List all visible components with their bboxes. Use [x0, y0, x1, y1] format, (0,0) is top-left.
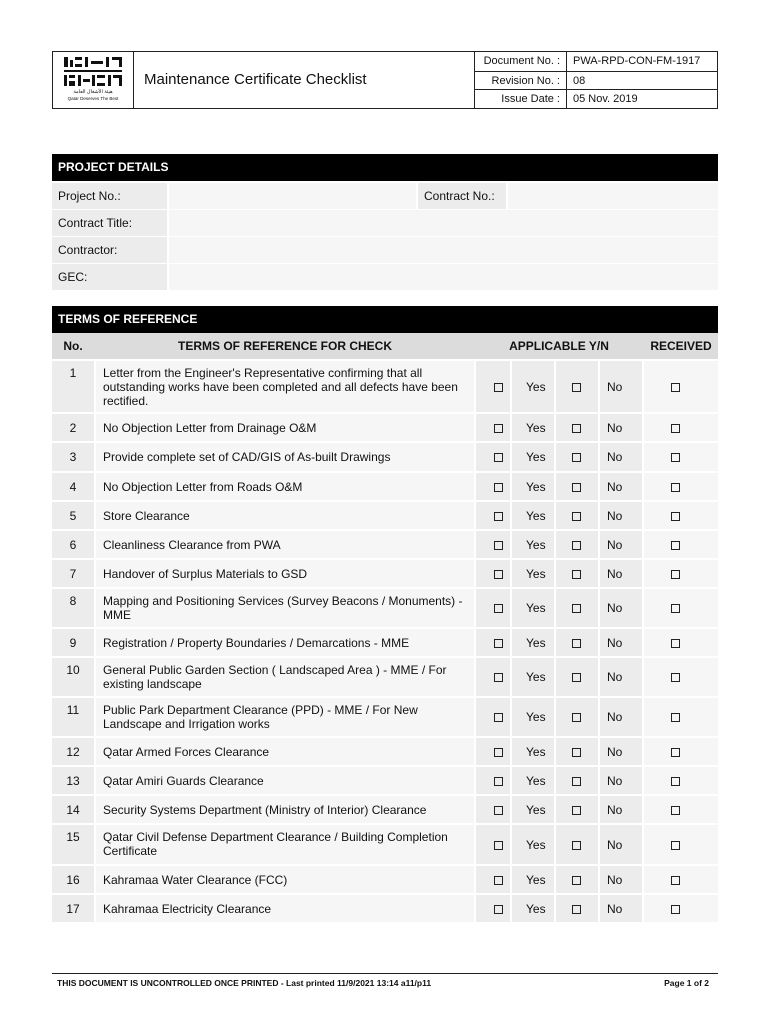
received-checkbox[interactable]: [671, 512, 680, 521]
row-description: Cleanliness Clearance from PWA: [103, 538, 281, 552]
received-checkbox[interactable]: [671, 876, 680, 885]
contractor-row: [52, 237, 718, 263]
contract-title-label: Contract Title:: [52, 210, 167, 236]
contractor-label: Contractor:: [52, 237, 167, 263]
row-number: 16: [66, 873, 80, 887]
no-label: No: [607, 421, 623, 435]
document-header: [52, 51, 718, 109]
contract-title-field[interactable]: [169, 210, 718, 236]
received-checkbox[interactable]: [671, 541, 680, 550]
cell-bg: [644, 825, 718, 864]
table-row: [52, 473, 718, 500]
gec-row: [52, 264, 718, 290]
applicable-no-checkbox[interactable]: [572, 383, 581, 392]
row-number: 2: [69, 421, 77, 435]
applicable-no-checkbox[interactable]: [572, 841, 581, 850]
terms-heading: TERMS OF REFERENCE: [52, 306, 718, 333]
no-label: No: [607, 873, 623, 887]
row-number: 14: [66, 803, 80, 817]
received-checkbox[interactable]: [671, 905, 680, 914]
cell-bg: [644, 658, 718, 696]
logo-tagline: Qatar Deserves The Best: [67, 96, 119, 101]
no-label: No: [607, 480, 623, 494]
row-number: 11: [66, 703, 80, 717]
meta-value: 05 Nov. 2019: [566, 90, 717, 109]
applicable-yes-checkbox[interactable]: [494, 806, 503, 815]
table-row: [52, 414, 718, 441]
footer-divider: [52, 973, 718, 974]
applicable-yes-checkbox[interactable]: [494, 673, 503, 682]
row-number: 9: [69, 636, 77, 650]
row-description: Qatar Armed Forces Clearance: [103, 745, 270, 759]
table-row: [52, 738, 718, 765]
cell-bg: [644, 414, 718, 441]
row-description: Kahramaa Electricity Clearance: [103, 902, 272, 916]
applicable-yes-checkbox[interactable]: [494, 841, 503, 850]
cell-bg: [644, 589, 718, 627]
cell-bg: [476, 796, 510, 823]
cell-bg: [644, 473, 718, 500]
cell-bg: [644, 502, 718, 529]
meta-label: Revision No. :: [474, 72, 566, 91]
meta-row-revision-no: [474, 71, 717, 91]
row-description: General Public Garden Section ( Landscaped Area ) - MME / For existing landscape: [103, 663, 447, 691]
yes-label: Yes: [526, 421, 546, 435]
received-checkbox[interactable]: [671, 806, 680, 815]
cell-bg: [476, 361, 510, 412]
table-row: [52, 825, 718, 864]
row-description: Provide complete set of CAD/GIS of As-built Drawings: [103, 450, 391, 464]
cell-bg: [644, 866, 718, 893]
logo-arabic-text: هيئة الأشغال العامة: [73, 89, 113, 95]
table-row: [52, 796, 718, 823]
cell-bg: [644, 767, 718, 794]
row-number: 1: [69, 366, 77, 380]
logo-cell: [53, 52, 134, 108]
row-description: Mapping and Positioning Services (Survey Beacons / Monuments) - MME: [103, 594, 463, 622]
yes-label: Yes: [526, 670, 546, 684]
applicable-yes-checkbox[interactable]: [494, 748, 503, 757]
cell-bg: [644, 895, 718, 922]
cell-bg: [476, 531, 510, 558]
meta-label: Issue Date :: [474, 90, 566, 109]
yes-label: Yes: [526, 745, 546, 759]
applicable-no-checkbox[interactable]: [572, 639, 581, 648]
table-row: [52, 560, 718, 587]
contract-title-row: [52, 210, 718, 236]
row-number: 12: [66, 745, 80, 759]
column-header-check: TERMS OF REFERENCE FOR CHECK: [177, 339, 392, 353]
cell-bg: [476, 825, 510, 864]
applicable-yes-checkbox[interactable]: [494, 713, 503, 722]
row-number: 6: [69, 538, 77, 552]
table-row: [52, 361, 718, 412]
table-row: [52, 531, 718, 558]
row-description: No Objection Letter from Drainage O&M: [103, 421, 317, 435]
table-row: [52, 698, 718, 736]
applicable-no-checkbox[interactable]: [572, 777, 581, 786]
ashghal-logo-mark: [61, 55, 125, 89]
cell-bg: [476, 866, 510, 893]
received-checkbox[interactable]: [671, 673, 680, 682]
table-row: [52, 767, 718, 794]
table-row: [52, 443, 718, 471]
cell-bg: [644, 560, 718, 587]
received-checkbox[interactable]: [671, 383, 680, 392]
cell-bg: [476, 658, 510, 696]
row-description: Security Systems Department (Ministry of Interior) Clearance: [103, 803, 427, 817]
row-description: No Objection Letter from Roads O&M: [103, 480, 303, 494]
yes-label: Yes: [526, 601, 546, 615]
applicable-yes-checkbox[interactable]: [494, 777, 503, 786]
applicable-yes-checkbox[interactable]: [494, 512, 503, 521]
meta-value: 08: [566, 72, 717, 91]
row-number: 10: [66, 663, 80, 677]
applicable-no-checkbox[interactable]: [572, 673, 581, 682]
row-number: 5: [69, 509, 77, 523]
cell-bg: [644, 629, 718, 656]
cell-bg: [476, 560, 510, 587]
cell-bg: [476, 589, 510, 627]
cell-bg: [644, 698, 718, 736]
cell-bg: [476, 443, 510, 471]
yes-label: Yes: [526, 509, 546, 523]
no-label: No: [607, 538, 623, 552]
no-label: No: [607, 838, 623, 852]
column-header-applicable: APPLICABLE Y/N: [509, 339, 609, 353]
applicable-yes-checkbox[interactable]: [494, 483, 503, 492]
yes-label: Yes: [526, 838, 546, 852]
yes-label: Yes: [526, 538, 546, 552]
row-number: 8: [69, 594, 77, 608]
row-number: 3: [69, 450, 77, 464]
table-row: [52, 502, 718, 529]
yes-label: Yes: [526, 450, 546, 464]
no-label: No: [607, 509, 623, 523]
received-checkbox[interactable]: [671, 453, 680, 462]
no-label: No: [607, 902, 623, 916]
cell-bg: [644, 738, 718, 765]
applicable-yes-checkbox[interactable]: [494, 905, 503, 914]
meta-row-document-no: [474, 52, 717, 71]
no-label: No: [607, 380, 623, 394]
terms-table-header: [52, 333, 718, 359]
meta-row-issue-date: [474, 89, 717, 109]
applicable-yes-checkbox[interactable]: [494, 383, 503, 392]
contract-no-field[interactable]: [508, 183, 718, 209]
applicable-no-checkbox[interactable]: [572, 905, 581, 914]
received-checkbox[interactable]: [671, 713, 680, 722]
row-description: Kahramaa Water Clearance (FCC): [103, 873, 288, 887]
row-number: 13: [66, 774, 80, 788]
applicable-yes-checkbox[interactable]: [494, 639, 503, 648]
table-row: [52, 895, 718, 922]
no-label: No: [607, 745, 623, 759]
column-header-received: RECEIVED: [650, 339, 712, 353]
project-no-label: Project No.:: [52, 183, 167, 209]
applicable-yes-checkbox[interactable]: [494, 604, 503, 613]
received-checkbox[interactable]: [671, 483, 680, 492]
row-number: 7: [69, 567, 77, 581]
ashghal-logo: [61, 55, 125, 105]
gec-label: GEC:: [52, 264, 167, 290]
no-label: No: [607, 450, 623, 464]
cell-bg: [644, 531, 718, 558]
no-label: No: [607, 710, 623, 724]
yes-label: Yes: [526, 803, 546, 817]
applicable-no-checkbox[interactable]: [572, 806, 581, 815]
applicable-no-checkbox[interactable]: [572, 424, 581, 433]
applicable-no-checkbox[interactable]: [572, 876, 581, 885]
cell-bg: [476, 629, 510, 656]
row-number: 4: [69, 480, 77, 494]
table-row: [52, 866, 718, 893]
row-description: Store Clearance: [103, 509, 190, 523]
row-description: Registration / Property Boundaries / Demarcations - MME: [103, 636, 410, 650]
received-checkbox[interactable]: [671, 604, 680, 613]
yes-label: Yes: [526, 567, 546, 581]
cell-bg: [476, 767, 510, 794]
cell-bg: [476, 414, 510, 441]
row-number: 17: [66, 902, 80, 916]
applicable-no-checkbox[interactable]: [572, 483, 581, 492]
cell-bg: [476, 738, 510, 765]
project-details-heading: PROJECT DETAILS: [52, 154, 718, 181]
cell-bg: [644, 361, 718, 412]
received-checkbox[interactable]: [671, 841, 680, 850]
row-description: Public Park Department Clearance (PPD) - MME / For New Landscape and Irrigation works: [103, 703, 418, 731]
row-description: Letter from the Engineer's Representative confirming that all outstanding works have been completed and all defects have been rectified.: [103, 366, 458, 408]
applicable-no-checkbox[interactable]: [572, 604, 581, 613]
applicable-no-checkbox[interactable]: [572, 512, 581, 521]
applicable-no-checkbox[interactable]: [572, 541, 581, 550]
gec-field[interactable]: [169, 264, 718, 290]
applicable-yes-checkbox[interactable]: [494, 876, 503, 885]
yes-label: Yes: [526, 774, 546, 788]
project-no-field[interactable]: [169, 183, 416, 209]
footer-notice: THIS DOCUMENT IS UNCONTROLLED ONCE PRINTED - Last printed 11/9/2021 13:14 a11/p11: [57, 978, 432, 988]
document-meta-table: [474, 52, 717, 108]
applicable-no-checkbox[interactable]: [572, 453, 581, 462]
table-row: [52, 589, 718, 627]
project-no-row: [52, 183, 718, 209]
row-number: 15: [66, 830, 80, 844]
cell-bg: [476, 895, 510, 922]
contractor-field[interactable]: [169, 237, 718, 263]
row-description: Qatar Civil Defense Department Clearance / Building Completion Certificate: [103, 830, 448, 858]
yes-label: Yes: [526, 380, 546, 394]
received-checkbox[interactable]: [671, 424, 680, 433]
yes-label: Yes: [526, 710, 546, 724]
cell-bg: [476, 698, 510, 736]
no-label: No: [607, 670, 623, 684]
applicable-yes-checkbox[interactable]: [494, 570, 503, 579]
column-header-no: No.: [63, 339, 83, 353]
table-row: [52, 629, 718, 656]
row-description: Handover of Surplus Materials to GSD: [103, 567, 308, 581]
yes-label: Yes: [526, 902, 546, 916]
contract-no-label: Contract No.:: [418, 183, 506, 209]
no-label: No: [607, 601, 623, 615]
applicable-no-checkbox[interactable]: [572, 713, 581, 722]
no-label: No: [607, 567, 623, 581]
applicable-yes-checkbox[interactable]: [494, 453, 503, 462]
applicable-no-checkbox[interactable]: [572, 748, 581, 757]
applicable-no-checkbox[interactable]: [572, 570, 581, 579]
cell-bg: [476, 502, 510, 529]
received-checkbox[interactable]: [671, 570, 680, 579]
cell-bg: [476, 473, 510, 500]
no-label: No: [607, 803, 623, 817]
no-label: No: [607, 774, 623, 788]
meta-label: Document No. :: [474, 52, 566, 71]
document-title: Maintenance Certificate Checklist: [144, 71, 367, 88]
table-row: [52, 658, 718, 696]
no-label: No: [607, 636, 623, 650]
received-checkbox[interactable]: [671, 777, 680, 786]
received-checkbox[interactable]: [671, 748, 680, 757]
row-description: Qatar Amiri Guards Clearance: [103, 774, 264, 788]
applicable-yes-checkbox[interactable]: [494, 424, 503, 433]
meta-value: PWA-RPD-CON-FM-1917: [566, 52, 717, 71]
applicable-yes-checkbox[interactable]: [494, 541, 503, 550]
received-checkbox[interactable]: [671, 639, 680, 648]
cell-bg: [644, 796, 718, 823]
cell-bg: [644, 443, 718, 471]
yes-label: Yes: [526, 873, 546, 887]
yes-label: Yes: [526, 636, 546, 650]
yes-label: Yes: [526, 480, 546, 494]
page-number: Page 1 of 2: [664, 978, 709, 988]
